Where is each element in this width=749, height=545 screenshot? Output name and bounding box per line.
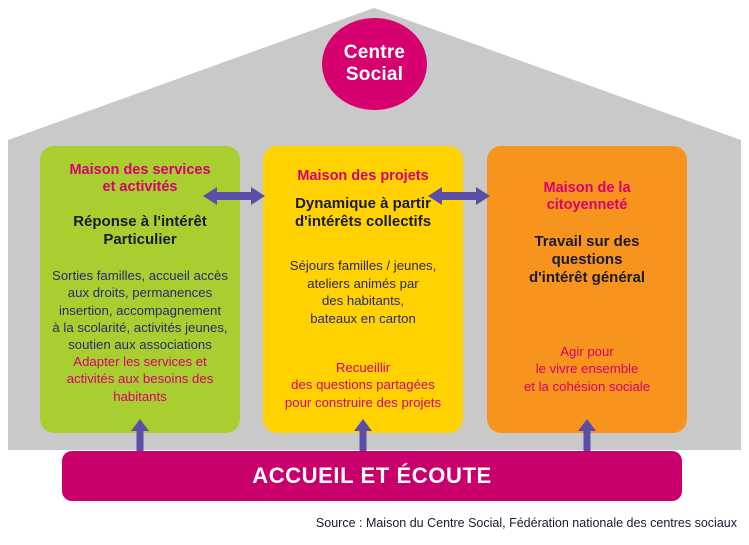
column-3-title: Maison de la citoyenneté [543, 180, 631, 214]
column-3-subtitle: Travail sur des questions d'intérêt général [528, 232, 646, 286]
double-arrow-icon-left [203, 186, 265, 206]
bubble-line-2: Social [345, 64, 404, 85]
accueil-et-ecoute-banner [62, 451, 682, 501]
column-1-body: Sorties familles, accueil accès aux droits, permanences insertion, accompagnement à la scolarité, activités jeunes, soutien aux associations [52, 267, 228, 353]
column-2-footer: Recueillir des questions partagées pour construire des projets [284, 359, 442, 410]
column-1-subtitle: Réponse à l'intérêt Particulier [73, 212, 207, 248]
banner-label: ACCUEIL ET ÉCOUTE [252, 463, 492, 488]
column-maison-de-la-citoyennete [487, 146, 687, 433]
column-3-footer: Agir pour le vivre ensemble et la cohésion sociale [523, 343, 651, 394]
source-caption: Source : Maison du Centre Social, Fédération nationale des centres sociaux [315, 516, 737, 530]
column-1-title: Maison des services et activités [69, 162, 211, 196]
bubble-line-1: Centre [343, 42, 406, 64]
column-2-title: Maison des projets [297, 168, 429, 184]
column-1-footer: Adapter les services et activités aux besoins des habitants [66, 353, 214, 404]
centre-social-bubble [322, 18, 427, 110]
column-2-body: Séjours familles / jeunes, ateliers animés par des habitants, bateaux en carton [289, 258, 437, 326]
double-arrow-icon-right [428, 186, 490, 206]
column-2-subtitle: Dynamique à partir d'intérêts collectifs [294, 195, 432, 231]
